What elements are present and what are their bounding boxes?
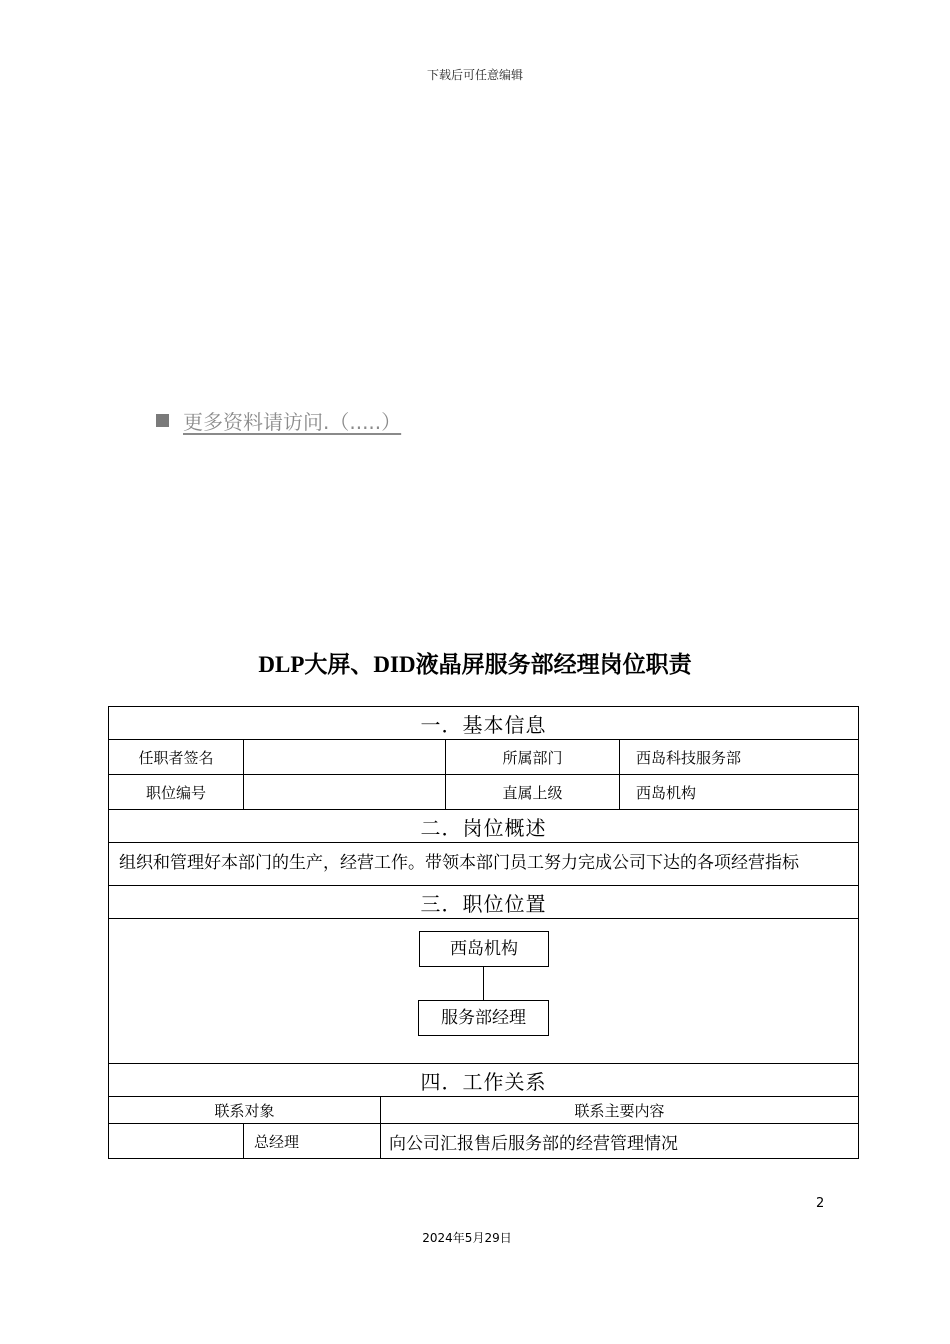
label-signature: 任职者签名 bbox=[109, 740, 244, 775]
table-row bbox=[109, 1124, 859, 1159]
column-header-content: 联系主要内容 bbox=[381, 1097, 859, 1124]
footer-date: 2024年5月29日 bbox=[422, 1231, 512, 1245]
relation-content: 向公司汇报售后服务部的经营管理情况 bbox=[381, 1124, 859, 1159]
job-description-table bbox=[108, 706, 859, 1159]
column-header-contact: 联系对象 bbox=[109, 1097, 381, 1124]
label-supervisor: 直属上级 bbox=[446, 775, 620, 810]
section-heading-basic-info: 一．基本信息 bbox=[109, 707, 859, 740]
page-number: 2 bbox=[816, 1196, 825, 1211]
position-number-field[interactable] bbox=[244, 775, 446, 810]
more-info-link[interactable] bbox=[156, 406, 401, 435]
org-chart bbox=[109, 919, 859, 1064]
more-info-link-text[interactable]: 更多资料请访问.（.....） bbox=[183, 410, 402, 434]
header-note: 下载后可任意编辑 bbox=[426, 68, 523, 82]
org-box-position: 服务部经理 bbox=[418, 1000, 549, 1036]
relation-group bbox=[109, 1124, 244, 1159]
position-overview-text: 组织和管理好本部门的生产，经营工作。带领本部门员工努力完成公司下达的各项经营指标 bbox=[109, 843, 859, 886]
table-row bbox=[109, 740, 859, 775]
square-bullet-icon bbox=[156, 414, 169, 427]
label-position-number: 职位编号 bbox=[109, 775, 244, 810]
signature-field[interactable] bbox=[244, 740, 446, 775]
document-title: DLP大屏、DID液晶屏服务部经理岗位职责 bbox=[258, 652, 692, 677]
supervisor-value: 西岛机构 bbox=[620, 775, 859, 810]
section-heading-position: 三．职位位置 bbox=[109, 886, 859, 919]
table-row bbox=[109, 775, 859, 810]
label-department: 所属部门 bbox=[446, 740, 620, 775]
section-heading-relations: 四．工作关系 bbox=[109, 1064, 859, 1097]
org-connector-line bbox=[483, 966, 484, 1000]
org-box-parent: 西岛机构 bbox=[419, 931, 549, 967]
section-heading-overview: 二．岗位概述 bbox=[109, 810, 859, 843]
department-value: 西岛科技服务部 bbox=[620, 740, 859, 775]
relation-contact: 总经理 bbox=[244, 1124, 381, 1159]
